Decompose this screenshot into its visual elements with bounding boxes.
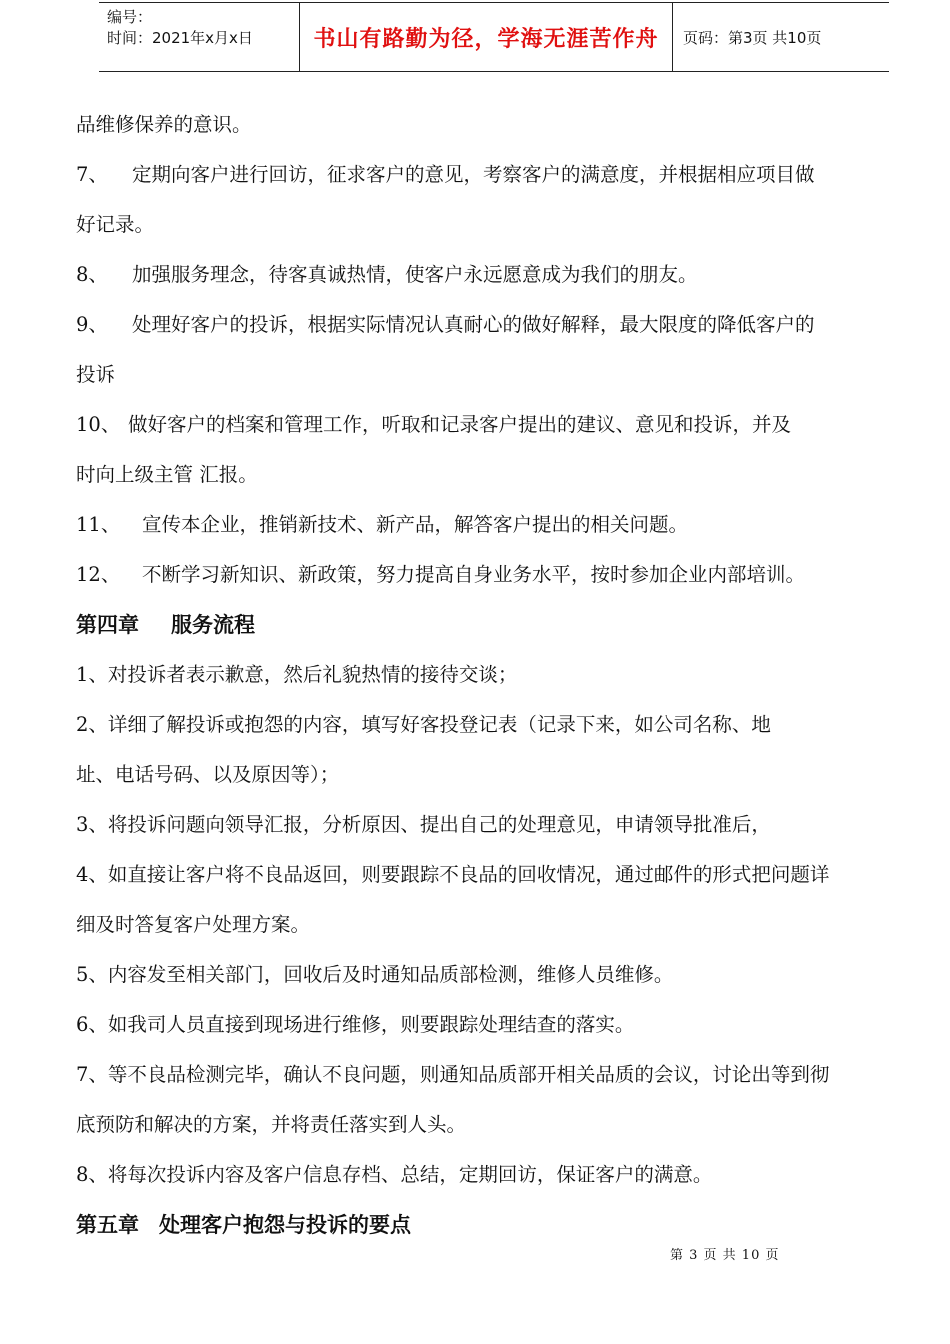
process-line: 7、等不良品检测完毕，确认不良问题，则通知品质部开相关品质的会议，讨论出等到彻 (76, 1063, 830, 1086)
numbered-item: 11、 宣传本企业，推销新技术、新产品，解答客户提出的相关问题。 (76, 513, 689, 536)
process-line: 3、将投诉问题向领导汇报，分析原因、提出自己的处理意见，申请领导批准后， (76, 813, 771, 836)
header-page-text: 页码：第3页 共10页 (683, 28, 822, 47)
process-line: 8、将每次投诉内容及客户信息存档、总结，定期回访，保证客户的满意。 (76, 1163, 713, 1186)
document-body (76, 100, 926, 1250)
header-motto-cell (299, 3, 673, 71)
text-line: 好记录。 (76, 213, 155, 236)
chapter-heading: 第四章 服务流程 (76, 613, 255, 637)
text-line: 品维修保养的意识。 (76, 113, 252, 136)
numbered-item: 10、 做好客户的档案和管理工作，听取和记录客户提出的建议、意见和投诉，并及 (76, 413, 792, 436)
text-line: 时向上级主管 汇报。 (76, 463, 258, 486)
header-motto: 书山有路勤为径，学海无涯苦作舟 (313, 26, 659, 52)
process-line: 址、电话号码、以及原因等）； (76, 763, 340, 786)
process-line: 细及时答复客户处理方案。 (76, 913, 311, 936)
header-meta (99, 3, 299, 71)
header-page-info (673, 3, 889, 71)
numbered-item: 8、 加强服务理念，待客真诚热情，使客户永远愿意成为我们的朋友。 (76, 263, 698, 286)
process-line: 1、对投诉者表示歉意，然后礼貌热情的接待交谈； (76, 663, 518, 686)
process-line: 5、内容发至相关部门，回收后及时通知品质部检测，维修人员维修。 (76, 963, 674, 986)
numbered-item: 12、 不断学习新知识、新政策，努力提高自身业务水平，按时参加企业内部培训。 (76, 563, 806, 586)
process-line: 2、详细了解投诉或抱怨的内容，填写好客投登记表（记录下来，如公司名称、地 (76, 713, 771, 736)
page-header (99, 2, 889, 72)
header-time: 时间：2021年x月x日 (107, 29, 253, 47)
process-line: 底预防和解决的方案，并将责任落实到人头。 (76, 1113, 467, 1136)
chapter-heading: 第五章 处理客户抱怨与投诉的要点 (76, 1213, 411, 1237)
process-line: 4、如直接让客户将不良品返回，则要跟踪不良品的回收情况，通过邮件的形式把问题详 (76, 863, 830, 886)
process-line: 6、如我司人员直接到现场进行维修，则要跟踪处理结查的落实。 (76, 1013, 635, 1036)
text-line: 投诉 (76, 363, 116, 386)
numbered-item: 9、 处理好客户的投诉，根据实际情况认真耐心的做好解释，最大限度的降低客户的 (76, 313, 815, 336)
page-footer: 第 3 页 共 10 页 (670, 1248, 780, 1263)
numbered-item: 7、 定期向客户进行回访，征求客户的意见，考察客户的满意度，并根据相应项目做 (76, 163, 815, 186)
header-code: 编号： (107, 8, 153, 26)
